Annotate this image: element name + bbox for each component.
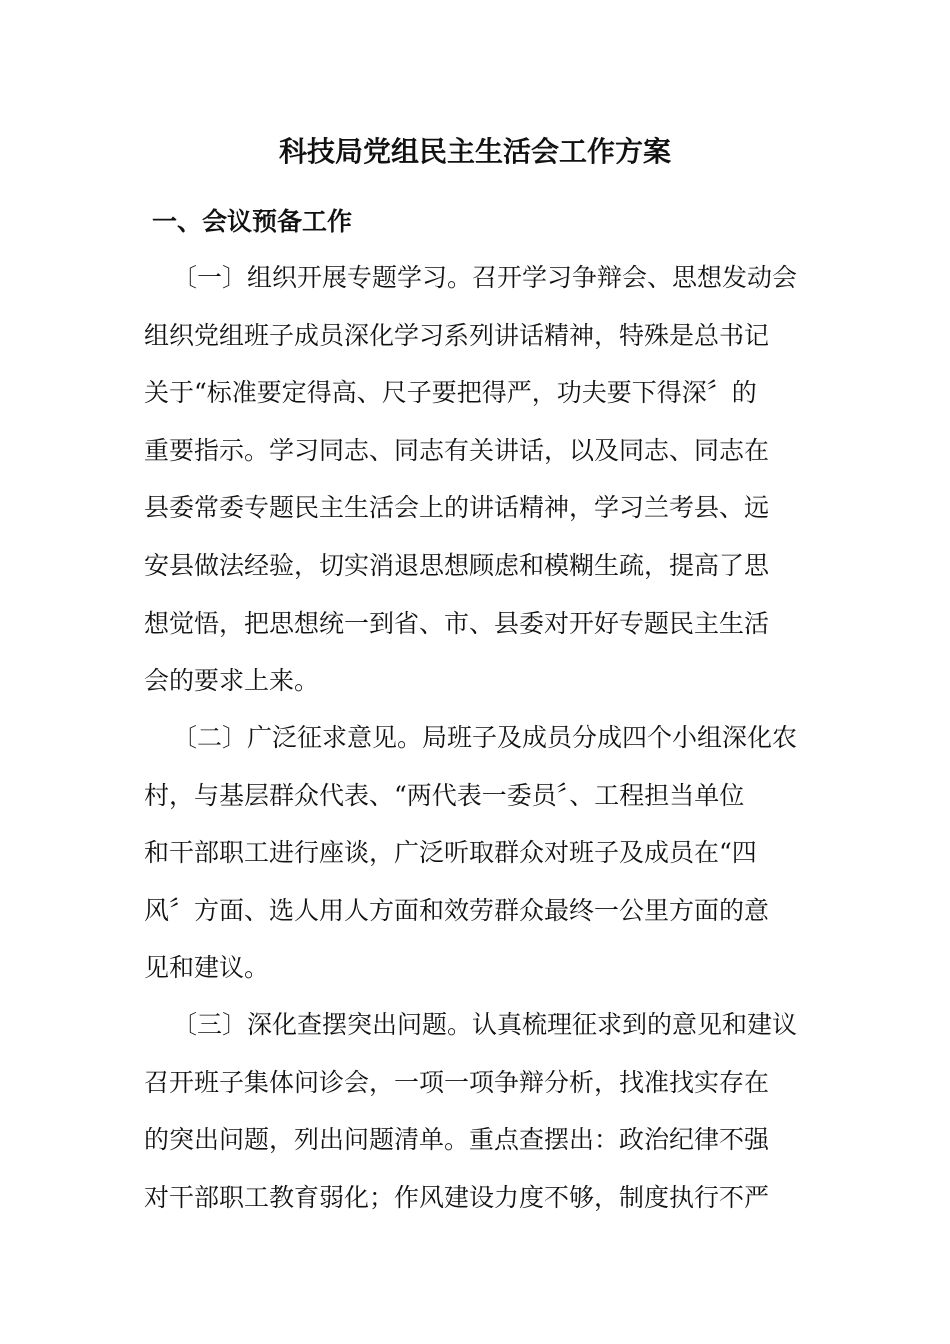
- paragraph-line: 县委常委专题民主生活会上的讲话精神，学习兰考县、远: [144, 493, 770, 523]
- paragraph-line: 〔一〕组织开展专题学习。召开学习争辩会、思想发动会: [172, 263, 798, 292]
- paragraph-line: 和干部职工进行座谈，广泛听取群众对班子及成员在“四: [144, 838, 757, 868]
- paragraph-study: [144, 249, 812, 710]
- paragraph-line: 〔三〕深化查摆突出问题。认真梳理征求到的意见和建议: [172, 1010, 798, 1039]
- paragraph-line: 会的要求上来。: [144, 666, 320, 696]
- paragraph-line: 村，与基层群众代表、“两代表一委员〞、工程担当单位: [144, 780, 745, 810]
- paragraph-line: 想觉悟，把思想统一到省、市、县委对开好专题民主生活: [144, 608, 770, 638]
- paragraph-line: 安县做法经验，切实消退思想顾虑和模糊生疏，提高了思: [144, 550, 770, 580]
- paragraph-line: 风〞方面、选人用人方面和效劳群众最终一公里方面的意: [144, 895, 770, 925]
- paragraph-problems: [144, 996, 812, 1226]
- paragraph-line: 〔二〕广泛征求意见。局班子及成员分成四个小组深化农: [172, 723, 798, 752]
- paragraph-line: 召开班子集体问诊会，一项一项争辩分析，找准找实存在: [144, 1067, 770, 1097]
- paragraph-line: 关于“标准要定得高、尺子要把得严，功夫要下得深〞的: [144, 378, 757, 408]
- section-heading: 一、会议预备工作: [152, 207, 353, 236]
- document-title: 科技局党组民主生活会工作方案: [278, 135, 671, 168]
- paragraph-line: 重要指示。学习同志、同志有关讲话，以及同志、同志在: [144, 435, 770, 465]
- paragraph-line: 见和建议。: [144, 953, 270, 983]
- paragraph-line: 的突出问题，列出问题清单。重点查摆出：政治纪律不强: [144, 1125, 770, 1155]
- paragraph-line: 对干部职工教育弱化；作风建设力度不够，制度执行不严: [144, 1182, 770, 1212]
- paragraph-opinions: [144, 709, 812, 997]
- paragraph-line: 组织党组班子成员深化学习系列讲话精神，特殊是总书记: [144, 320, 770, 350]
